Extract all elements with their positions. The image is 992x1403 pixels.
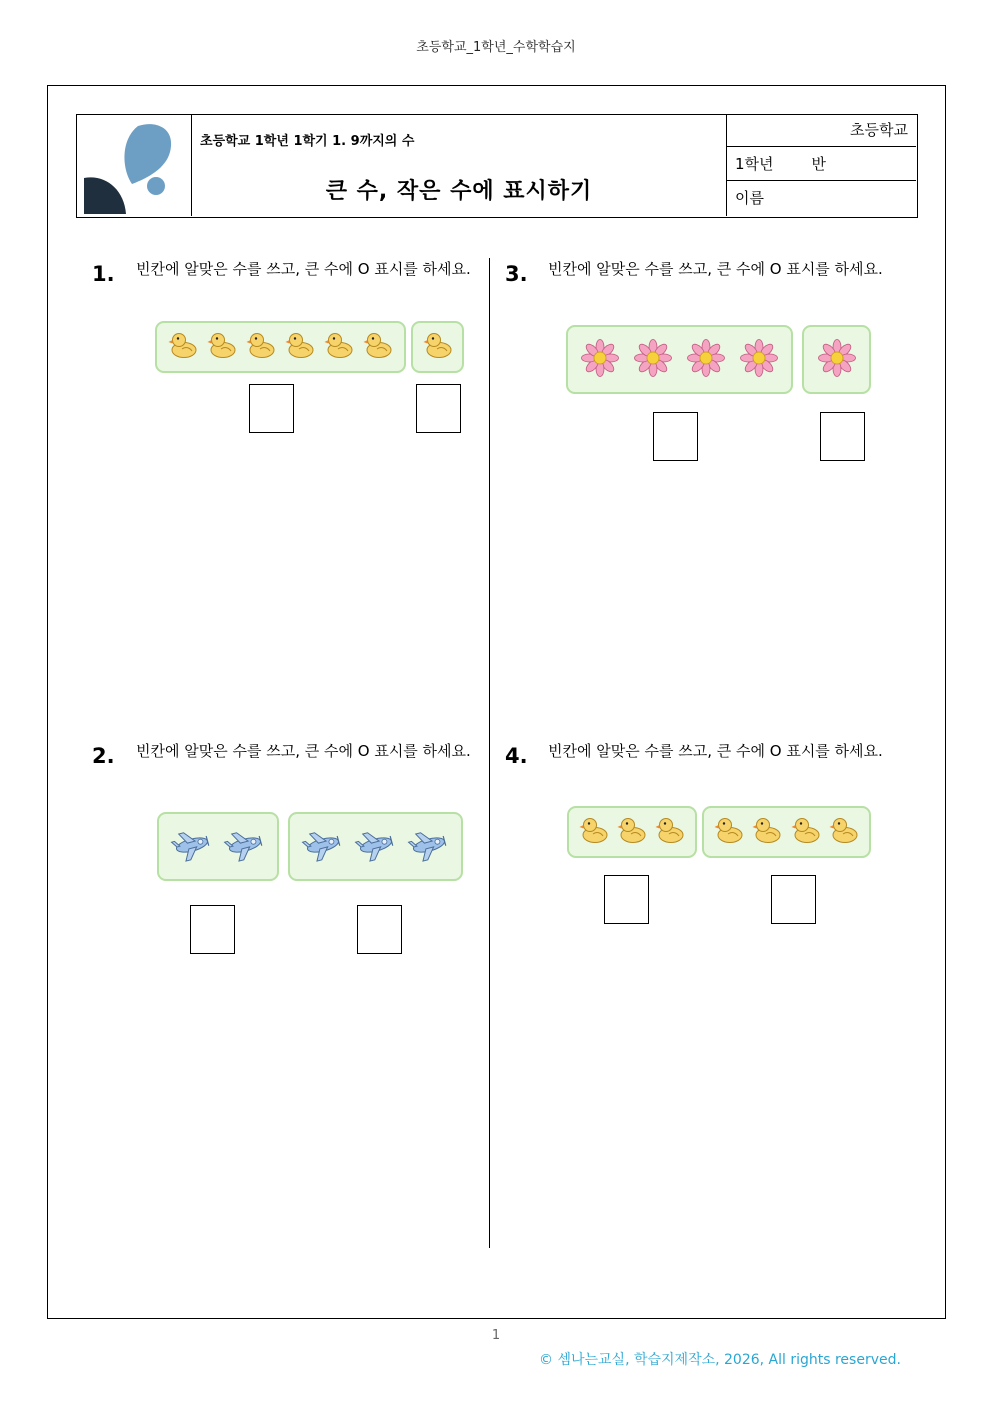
answer-box[interactable] xyxy=(771,875,816,924)
object-group xyxy=(702,806,871,858)
school-label: 초등학교 xyxy=(850,121,908,139)
question-text: 빈칸에 알맞은 수를 쓰고, 큰 수에 O 표시를 하세요. xyxy=(136,742,471,760)
airplane-icon xyxy=(407,828,451,866)
question-number: 3. xyxy=(505,262,528,286)
answer-box[interactable] xyxy=(604,875,649,924)
duck-icon xyxy=(829,815,859,849)
question-number: 2. xyxy=(92,744,115,768)
object-group xyxy=(288,812,463,881)
school-field xyxy=(727,114,916,147)
answer-box[interactable] xyxy=(820,412,865,461)
worksheet-title: 큰 수, 작은 수에 표시하기 xyxy=(325,179,593,204)
flower-icon xyxy=(740,339,778,381)
question-text: 빈칸에 알맞은 수를 쓰고, 큰 수에 O 표시를 하세요. xyxy=(136,260,471,278)
airplane-icon xyxy=(301,828,345,866)
question-number: 1. xyxy=(92,262,115,286)
duck-icon xyxy=(363,330,393,364)
airplane-icon xyxy=(223,828,267,866)
page-header-title: 초등학교_1학년_수학학습지 xyxy=(416,40,576,55)
duck-icon xyxy=(168,330,198,364)
grade-class-field xyxy=(727,148,916,181)
object-group xyxy=(411,321,464,373)
column-divider xyxy=(489,258,490,1248)
name-label: 이름 xyxy=(735,189,764,207)
flower-icon xyxy=(634,339,672,381)
airplane-icon xyxy=(354,828,398,866)
object-group xyxy=(802,325,871,394)
duck-icon xyxy=(324,330,354,364)
water-drop-logo-icon xyxy=(76,114,191,216)
flower-icon xyxy=(687,339,725,381)
copyright-text: © 셈나는교실, 학습지제작소, 2026, All rights reserved. xyxy=(539,1352,901,1368)
grade-label: 1학년 xyxy=(735,155,774,173)
answer-box[interactable] xyxy=(653,412,698,461)
duck-icon xyxy=(752,815,782,849)
duck-icon xyxy=(579,815,609,849)
worksheet-subtitle: 초등학교 1학년 1학기 1. 9까지의 수 xyxy=(200,134,415,149)
name-field xyxy=(727,182,916,216)
duck-icon xyxy=(714,815,744,849)
answer-box[interactable] xyxy=(357,905,402,954)
object-group xyxy=(155,321,406,373)
page-number: 1 xyxy=(491,1328,501,1343)
duck-icon xyxy=(655,815,685,849)
duck-icon xyxy=(791,815,821,849)
object-group xyxy=(566,325,793,394)
flower-icon xyxy=(581,339,619,381)
answer-box[interactable] xyxy=(416,384,461,433)
logo-cell xyxy=(76,114,192,216)
object-group xyxy=(157,812,279,881)
question-text: 빈칸에 알맞은 수를 쓰고, 큰 수에 O 표시를 하세요. xyxy=(548,742,883,760)
answer-box[interactable] xyxy=(249,384,294,433)
duck-icon xyxy=(617,815,647,849)
question-number: 4. xyxy=(505,744,528,768)
question-text: 빈칸에 알맞은 수를 쓰고, 큰 수에 O 표시를 하세요. xyxy=(548,260,883,278)
object-group xyxy=(567,806,697,858)
duck-icon xyxy=(423,330,453,364)
airplane-icon xyxy=(170,828,214,866)
duck-icon xyxy=(207,330,237,364)
answer-box[interactable] xyxy=(190,905,235,954)
duck-icon xyxy=(285,330,315,364)
class-label: 반 xyxy=(811,155,827,173)
flower-icon xyxy=(818,339,856,381)
duck-icon xyxy=(246,330,276,364)
